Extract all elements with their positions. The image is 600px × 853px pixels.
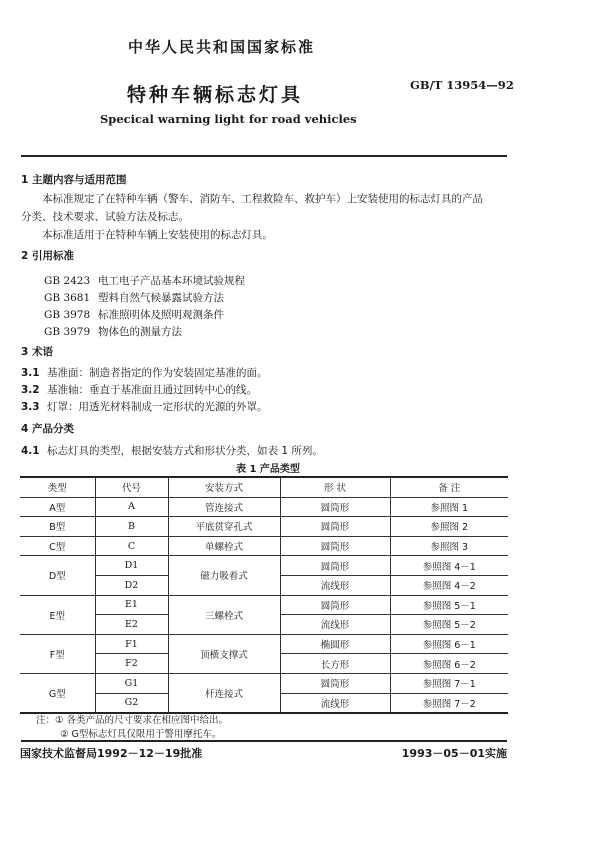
table-row <box>20 595 508 615</box>
type-cell: C型 <box>20 536 95 556</box>
header-divider <box>21 155 507 157</box>
column-header: 备 注 <box>390 477 508 497</box>
note-cell: 参照图 4－1 <box>390 556 508 576</box>
note-cell: 参照图 6－1 <box>390 634 508 654</box>
shape-cell: 长方形 <box>280 654 390 674</box>
type-cell: F型 <box>20 634 95 673</box>
table-row <box>20 497 508 517</box>
term-item <box>21 365 268 380</box>
table-row <box>20 673 508 693</box>
paragraph: 本标准适用于在特种车辆上安装使用的标志灯具。 <box>42 229 273 241</box>
table-row <box>20 634 508 654</box>
effective-date: 1993－05－01实施 <box>401 747 507 760</box>
note-cell: 参照图 5－2 <box>390 615 508 635</box>
national-standard-heading: 中华人民共和国国家标准 <box>128 38 316 56</box>
note-cell: 参照图 6－2 <box>390 654 508 674</box>
code-cell: D2 <box>95 575 168 595</box>
type-cell: B型 <box>20 517 95 537</box>
code-cell: F2 <box>95 654 168 674</box>
column-header: 代号 <box>95 477 168 497</box>
mount-cell: 磁力吸着式 <box>168 556 280 595</box>
code-cell: B <box>95 517 168 537</box>
term-number: 3.3 <box>21 401 40 413</box>
code-cell: C <box>95 536 168 556</box>
table-row <box>20 536 508 556</box>
reference-title: 电工电子产品基本环境试验规程 <box>98 275 245 287</box>
footnote-text: ① 各类产品的尺寸要求在相应图中给出。 <box>55 715 229 726</box>
term-number: 3.1 <box>21 367 40 379</box>
section-1-heading: 1 主题内容与适用范围 <box>21 174 127 186</box>
shape-cell: 椭圆形 <box>280 634 390 654</box>
term-item <box>21 382 257 397</box>
code-cell: E2 <box>95 615 168 635</box>
shape-cell: 圆筒形 <box>280 536 390 556</box>
reference-code: GB 3681 <box>44 292 91 304</box>
reference-item <box>44 290 224 305</box>
table-row <box>20 556 508 576</box>
footnote-2: ② G型标志灯具仅限用于警用摩托车。 <box>60 729 222 740</box>
english-title: Specical warning light for road vehicles <box>100 112 357 126</box>
mount-cell: 单螺栓式 <box>168 536 280 556</box>
reference-code: GB 3978 <box>44 309 91 321</box>
reference-item <box>44 273 245 288</box>
column-header: 形 状 <box>280 477 390 497</box>
term-text: 灯罩：用透光材料制成一定形状的光源的外罩。 <box>47 401 268 413</box>
shape-cell: 圆筒形 <box>280 595 390 615</box>
note-cell: 参照图 2 <box>390 517 508 537</box>
section-2-heading: 2 引用标准 <box>21 250 74 262</box>
code-cell: G2 <box>95 693 168 713</box>
reference-title: 塑料自然气候暴露试验方法 <box>98 292 224 304</box>
classification-item <box>21 443 323 458</box>
shape-cell: 圆筒形 <box>280 673 390 693</box>
mount-cell: 顶横支撑式 <box>168 634 280 673</box>
type-cell: E型 <box>20 595 95 634</box>
shape-cell: 流线形 <box>280 693 390 713</box>
term-item <box>21 399 268 414</box>
shape-cell: 圆筒形 <box>280 517 390 537</box>
standard-code: GB/T 13954—92 <box>410 78 514 92</box>
note-cell: 参照图 7－1 <box>390 673 508 693</box>
product-type-table <box>20 476 508 714</box>
term-text: 基准轴：垂直于基准面且通过回转中心的线。 <box>47 384 257 396</box>
shape-cell: 流线形 <box>280 615 390 635</box>
shape-cell: 圆筒形 <box>280 556 390 576</box>
reference-code: GB 2423 <box>44 275 91 287</box>
note-cell: 参照图 4－2 <box>390 575 508 595</box>
term-text: 基准面：制造者指定的作为安装固定基准的面。 <box>47 367 268 379</box>
mount-cell: 三螺栓式 <box>168 595 280 634</box>
reference-title: 标准照明体及照明观测条件 <box>98 309 224 321</box>
item-text: 标志灯具的类型，根据安装方式和形状分类，如表 1 所列。 <box>47 445 323 457</box>
table-header-row <box>20 477 508 497</box>
note-cell: 参照图 5－1 <box>390 595 508 615</box>
column-header: 类型 <box>20 477 95 497</box>
footnote-1 <box>36 712 228 726</box>
type-cell: A型 <box>20 497 95 517</box>
mount-cell: 杆连接式 <box>168 673 280 713</box>
approval-date: 国家技术监督局1992－12－19批准 <box>20 747 203 760</box>
paragraph: 本标准规定了在特种车辆（警车、消防车、工程救险车、救护车）上安装使用的标志灯具的产品 <box>42 193 483 205</box>
type-cell: D型 <box>20 556 95 595</box>
table-row <box>20 517 508 537</box>
mount-cell: 平底贯穿孔式 <box>168 517 280 537</box>
type-cell: G型 <box>20 673 95 713</box>
footnote-label: 注： <box>36 715 56 726</box>
code-cell: D1 <box>95 556 168 576</box>
paragraph: 分类、技术要求、试验方法及标志。 <box>21 211 189 223</box>
code-cell: F1 <box>95 634 168 654</box>
code-cell: E1 <box>95 595 168 615</box>
note-cell: 参照图 3 <box>390 536 508 556</box>
reference-title: 物体色的测量方法 <box>98 326 182 338</box>
term-number: 3.2 <box>21 384 40 396</box>
reference-item <box>44 324 182 339</box>
item-number: 4.1 <box>21 445 40 457</box>
footer-divider <box>21 740 507 742</box>
shape-cell: 流线形 <box>280 575 390 595</box>
mount-cell: 管连接式 <box>168 497 280 517</box>
section-3-heading: 3 术语 <box>21 346 53 358</box>
table-caption: 表 1 产品类型 <box>236 464 300 475</box>
document-title: 特种车辆标志灯具 <box>127 84 304 106</box>
code-cell: G1 <box>95 673 168 693</box>
column-header: 安装方式 <box>168 477 280 497</box>
note-cell: 参照图 1 <box>390 497 508 517</box>
shape-cell: 圆筒形 <box>280 497 390 517</box>
note-cell: 参照图 7－2 <box>390 693 508 713</box>
reference-item <box>44 307 224 322</box>
section-4-heading: 4 产品分类 <box>21 423 74 435</box>
code-cell: A <box>95 497 168 517</box>
reference-code: GB 3979 <box>44 326 91 338</box>
